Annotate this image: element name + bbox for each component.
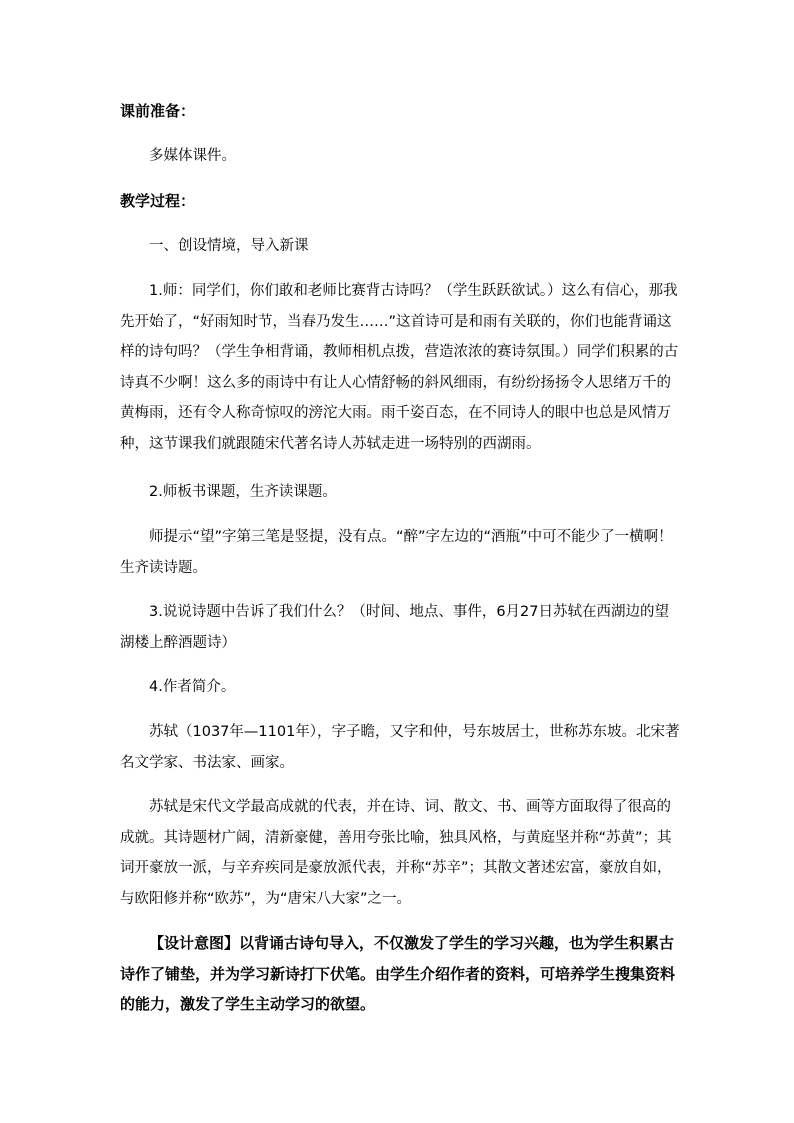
step-heading: 一、创设情境，导入新课: [149, 238, 309, 254]
design-intent-note: 【设计意图】以背诵古诗句导入，不仅激发了学生的学习兴趣，也为学生积累古诗作了铺垫，并为学习新诗打下伏笔。由学生介绍作者的资料，可培养学生搜集资料的能力，激发了学生主动学习的欲望。: [120, 934, 676, 1013]
process-heading: 教学过程：: [120, 192, 196, 210]
paragraph-author-achievements: 苏轼是宋代文学最高成就的代表，并在诗、词、散文、书、画等方面取得了很高的成就。其诗题材广阔，清新豪健，善用夸张比喻，独具风格，与黄庭坚并称“苏黄”；其词开豪放一派，与辛弃疾同是豪放派代表，并称“苏辛”；其散文著述宏富，豪放自如，与欧阳修并称“欧苏”，为“唐宋八大家”之一。: [120, 799, 672, 907]
paragraph-board-title: 2.师板书课题，生齐读课题。: [149, 484, 337, 500]
paragraph-title-meaning: 3.说说诗题中告诉了我们什么？（时间、地点、事件，6月27日苏轼在西湖边的望湖楼上醉酒题诗）: [120, 604, 670, 651]
prep-item: 多媒体课件。: [149, 148, 236, 164]
paragraph-intro-dialogue: 1.师：同学们，你们敢和老师比赛背古诗吗？（学生跃跃欲试。）这么有信心，那我先开始了，“好雨知时节，当春乃发生……”这首诗可是和雨有关联的，你们也能背诵这样的诗句吗？（学生争相背诵，教师相机点拨，营造浓浓的赛诗氛围。）同学们积累的古诗真不少啊！这么多的雨诗中有让人心情舒畅的斜风细雨，有纷纷扬扬令人思绪万千的黄梅雨，还有令人称奇惊叹的滂沱大雨。雨千姿百态，在不同诗人的眼中也总是风情万种，这节课我们就跟随宋代著名诗人苏轼走进一场特别的西湖雨。: [120, 283, 679, 452]
paragraph-author-heading: 4.作者简介。: [149, 679, 236, 695]
prep-heading: 课前准备：: [120, 102, 196, 120]
paragraph-character-tips: 师提示“望”字第三笔是竖提，没有点。“醉”字左边的“酒瓶”中可不能少了一横啊！生齐读诗题。: [120, 529, 673, 576]
paragraph-author-bio: 苏轼（1037年—1101年），字子瞻，又字和仲，号东坡居士，世称苏东坡。北宋著名文学家、书法家、画家。: [120, 724, 680, 771]
